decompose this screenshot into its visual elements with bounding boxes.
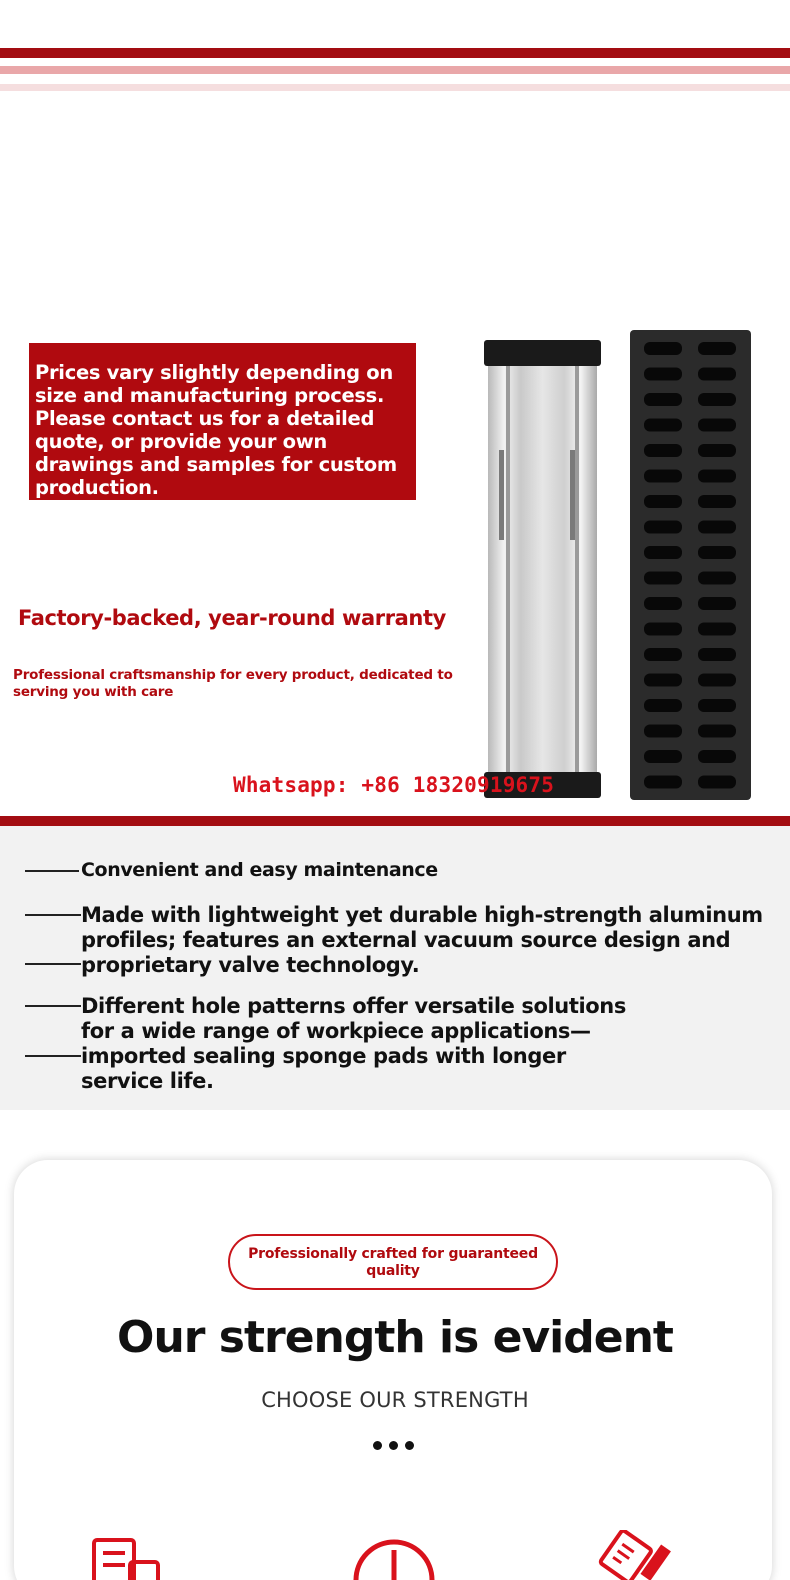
- feature-dash: [25, 914, 81, 916]
- sealing-sponge-pad-image: [630, 330, 751, 800]
- feature-dash: [25, 1055, 81, 1057]
- sponge-slot: [644, 444, 682, 457]
- top-stripe-mid: [0, 66, 790, 74]
- strength-title: Our strength is evident: [117, 1312, 673, 1363]
- sponge-slot: [698, 470, 736, 483]
- sponge-slot: [698, 699, 736, 712]
- sponge-slot: [698, 393, 736, 406]
- feature-dash: [25, 963, 81, 965]
- sponge-slot: [698, 750, 736, 763]
- sponge-slot: [698, 597, 736, 610]
- sponge-slot: [698, 648, 736, 661]
- sponge-slot: [644, 699, 682, 712]
- sponge-slot: [698, 342, 736, 355]
- sponge-slot: [698, 674, 736, 687]
- top-stripe-dark: [0, 48, 790, 58]
- feature-dash: [25, 1005, 81, 1007]
- feature-item-1: Convenient and easy maintenance: [81, 859, 438, 881]
- price-note-text: Prices vary slightly depending on size and manufacturing process. Please contact us for a detailed quote, or provide your own drawings and samples for custom production.: [35, 361, 397, 499]
- clock-icon: [352, 1536, 436, 1580]
- feature-item-2: Made with lightweight yet durable high-strength aluminum profiles; features an external vacuum source design and proprietary valve technology.: [81, 903, 763, 977]
- sponge-slot: [698, 521, 736, 534]
- sponge-slot: [698, 444, 736, 457]
- sponge-slot: [698, 419, 736, 432]
- sponge-slot: [644, 776, 682, 789]
- feature-item-3: Different hole patterns offer versatile solutions for a wide range of workpiece applications—imported sealing sponge pads with longer service life.: [81, 994, 626, 1093]
- sponge-slot: [644, 546, 682, 559]
- sponge-slot: [698, 623, 736, 636]
- sponge-slot: [644, 470, 682, 483]
- sponge-slot: [698, 572, 736, 585]
- sponge-slot: [698, 776, 736, 789]
- sponge-slot: [644, 572, 682, 585]
- document-icon: [92, 1538, 164, 1580]
- strength-subtitle: CHOOSE OUR STRENGTH: [261, 1388, 529, 1412]
- decorative-dots: [373, 1437, 421, 1455]
- sponge-slot: [644, 495, 682, 508]
- sponge-slot: [644, 521, 682, 534]
- sponge-slot: [644, 342, 682, 355]
- aluminum-vacuum-rail-image: [484, 340, 601, 798]
- sponge-slot: [644, 393, 682, 406]
- sponge-slot: [644, 368, 682, 381]
- price-note-box: [29, 343, 416, 500]
- sponge-slot: [644, 419, 682, 432]
- feature-dash: [25, 870, 79, 872]
- warranty-title: Factory-backed, year-round warranty: [18, 606, 446, 630]
- sponge-slot: [698, 368, 736, 381]
- sponge-slot: [698, 546, 736, 559]
- sponge-slot: [698, 725, 736, 738]
- pencil-edit-icon: [598, 1530, 678, 1580]
- sponge-slot: [644, 674, 682, 687]
- section-divider-bar: [0, 816, 790, 826]
- sponge-slot: [644, 750, 682, 763]
- sponge-slot: [644, 725, 682, 738]
- sponge-slot: [644, 648, 682, 661]
- top-stripe-light: [0, 84, 790, 91]
- quality-pill-badge: Professionally crafted for guaranteed quality: [228, 1234, 558, 1290]
- warranty-subtitle: Professional craftsmanship for every product, dedicated to serving you with care: [13, 667, 453, 700]
- strength-card: [14, 1160, 772, 1580]
- sponge-slot: [644, 623, 682, 636]
- sponge-slot: [644, 597, 682, 610]
- whatsapp-contact[interactable]: Whatsapp: +86 18320919675: [233, 773, 555, 797]
- sponge-slot: [698, 495, 736, 508]
